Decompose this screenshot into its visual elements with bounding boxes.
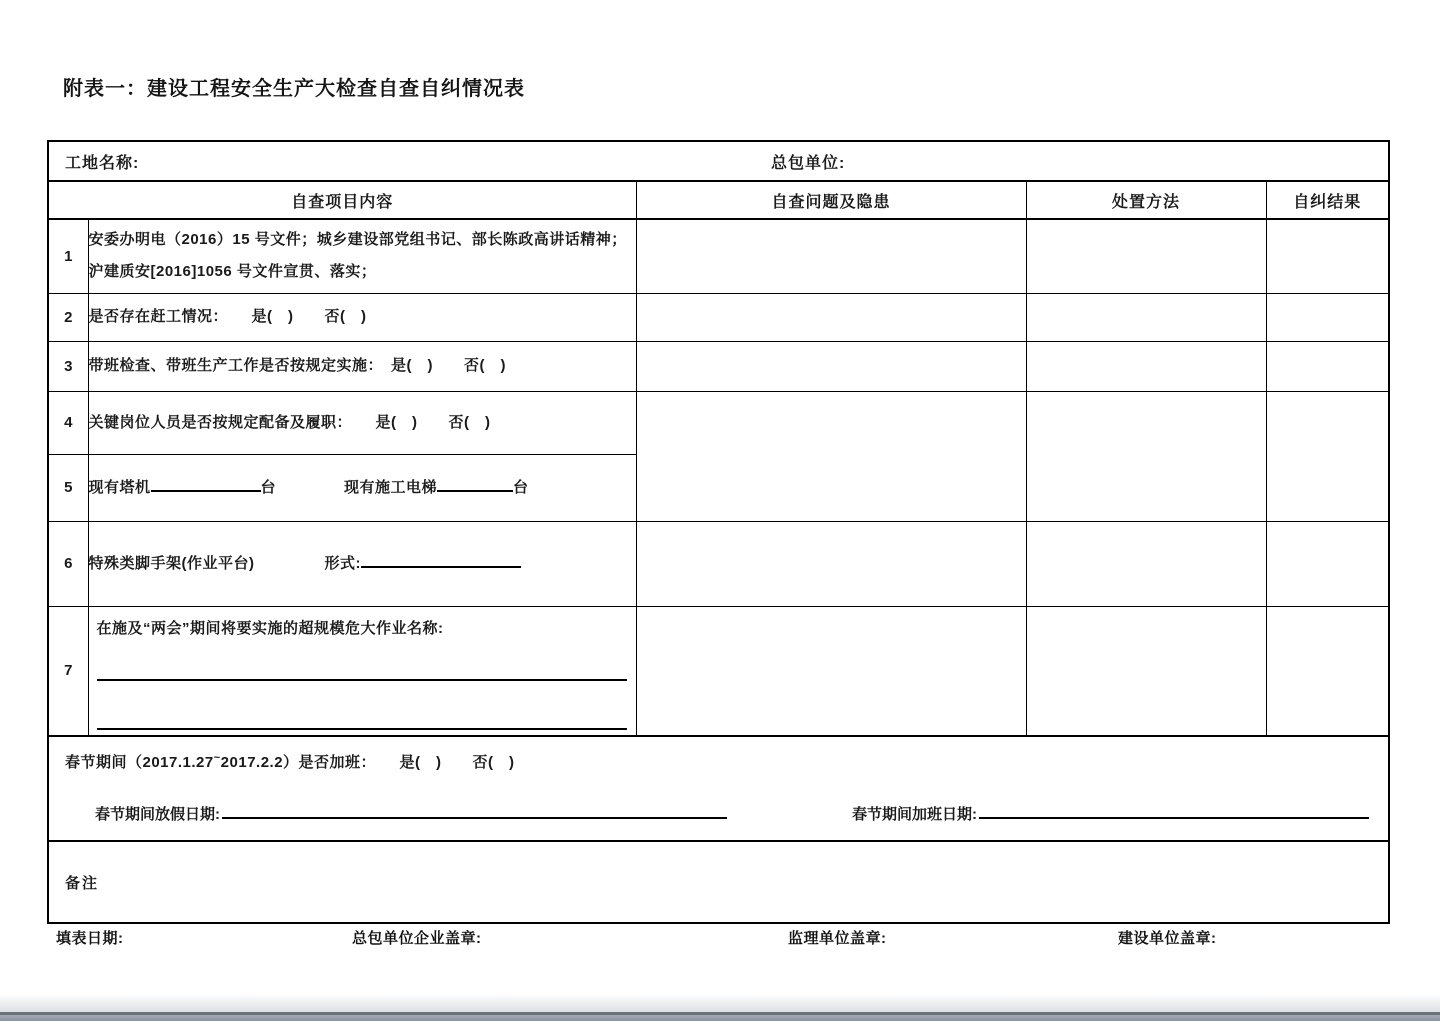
col-header-content: 自查项目内容 (48, 181, 636, 219)
form-type-label: 形式: (324, 554, 361, 572)
overtime-dates-field (852, 803, 1369, 824)
row3-item-text: 带班检查、带班生产工作是否按规定实施： 是( ) 否( ) (88, 341, 636, 391)
table-row (48, 391, 1389, 454)
col-header-disposal: 处置方法 (1026, 181, 1266, 219)
row5-item-text (88, 454, 636, 521)
row3-disposal-cell (1026, 341, 1266, 391)
page-title-prefix: 附表一： (63, 78, 147, 100)
table-row (48, 219, 1389, 293)
col-header-result: 自纠结果 (1266, 181, 1389, 219)
row7-item-text: 在施及“两会”期间将要实施的超规模危大作业名称: (96, 619, 444, 637)
hoist-label: 现有施工电梯 (344, 478, 438, 496)
page-bottom-fade (0, 994, 1440, 1012)
row3-number: 3 (48, 341, 88, 391)
overtime-dates-blank (979, 805, 1369, 819)
contractor-label: 总包单位: (771, 154, 846, 172)
contractor-seal-label: 总包单位企业盖章: (352, 930, 482, 947)
row4-5-result-cell (1266, 391, 1389, 521)
remarks-label: 备注 (65, 875, 100, 892)
scaffold-label: 特殊类脚手架(作业平台) (88, 554, 255, 572)
table-row (48, 736, 1389, 841)
row7-result-cell (1266, 606, 1389, 736)
row2-number: 2 (48, 293, 88, 341)
row5-number: 5 (48, 454, 88, 521)
oversize-work-blank-line-2 (97, 728, 627, 730)
row4-5-issues-cell (636, 391, 1026, 521)
table-row (48, 293, 1389, 341)
holiday-dates-label: 春节期间放假日期: (95, 806, 220, 823)
row7-disposal-cell (1026, 606, 1266, 736)
remarks-section (49, 842, 1388, 922)
row3-result-cell (1266, 341, 1389, 391)
tower-crane-unit: 台 (260, 478, 277, 496)
page-title-text: 建设工程安全生产大检查自查自纠情况表 (147, 78, 525, 100)
row6-issues-cell (636, 521, 1026, 606)
signature-footer (0, 927, 1440, 949)
row7-issues-cell (636, 606, 1026, 736)
spring-question-post: 2017.2.2）是否加班： 是( ) 否( ) (220, 754, 515, 771)
hoist-unit: 台 (513, 478, 529, 496)
row4-5-disposal-cell (1026, 391, 1266, 521)
oversize-work-blank-line-1 (97, 679, 627, 681)
row1-issues-cell (636, 219, 1026, 293)
row2-item-text: 是否存在赶工情况： 是( ) 否( ) (88, 293, 636, 341)
tower-crane-label: 现有塔机 (88, 478, 151, 496)
row2-result-cell (1266, 293, 1389, 341)
fill-date-label: 填表日期: (56, 930, 124, 947)
table-row (48, 521, 1389, 606)
table-row (48, 606, 1389, 736)
hoist-count-blank (437, 478, 513, 492)
table-row (48, 841, 1389, 923)
row4-item-text: 关键岗位人员是否按规定配备及履职： 是( ) 否( ) (88, 391, 636, 454)
spring-question-tilde: ~ (213, 752, 221, 764)
holiday-dates-blank (222, 805, 727, 819)
row2-disposal-cell (1026, 293, 1266, 341)
window-bottom-bar (0, 1015, 1440, 1021)
construction-seal-label: 建设单位盖章: (1118, 930, 1217, 947)
row1-number: 1 (48, 219, 88, 293)
row1-disposal-cell (1026, 219, 1266, 293)
row6-item-text (88, 521, 636, 606)
spring-question-pre: 春节期间（2017.1.27 (65, 754, 214, 771)
row6-result-cell (1266, 521, 1389, 606)
row6-number: 6 (48, 521, 88, 606)
row7-number: 7 (48, 606, 88, 736)
form-type-blank (361, 554, 521, 568)
site-name-label: 工地名称: (65, 154, 140, 172)
row1-item-text: 安委办明电（2016）15 号文件；城乡建设部党组书记、部长陈政高讲话精神；沪建质安[2016]1056 号文件宣贯、落实； (88, 219, 636, 293)
holiday-dates-field (95, 803, 727, 824)
row1-result-cell (1266, 219, 1389, 293)
table-row (48, 341, 1389, 391)
spring-festival-section (49, 737, 1388, 840)
self-inspection-table (47, 140, 1390, 924)
row6-disposal-cell (1026, 521, 1266, 606)
overtime-dates-label: 春节期间加班日期: (852, 806, 977, 823)
row3-issues-cell (636, 341, 1026, 391)
row7-item (89, 607, 636, 735)
supervision-seal-label: 监理单位盖章: (788, 930, 887, 947)
tower-crane-count-blank (151, 478, 261, 492)
page-title (63, 72, 525, 101)
table-header-row (48, 141, 1389, 181)
spring-overtime-question (65, 751, 515, 772)
row2-issues-cell (636, 293, 1026, 341)
row4-number: 4 (48, 391, 88, 454)
col-header-issues: 自查问题及隐患 (636, 181, 1026, 219)
